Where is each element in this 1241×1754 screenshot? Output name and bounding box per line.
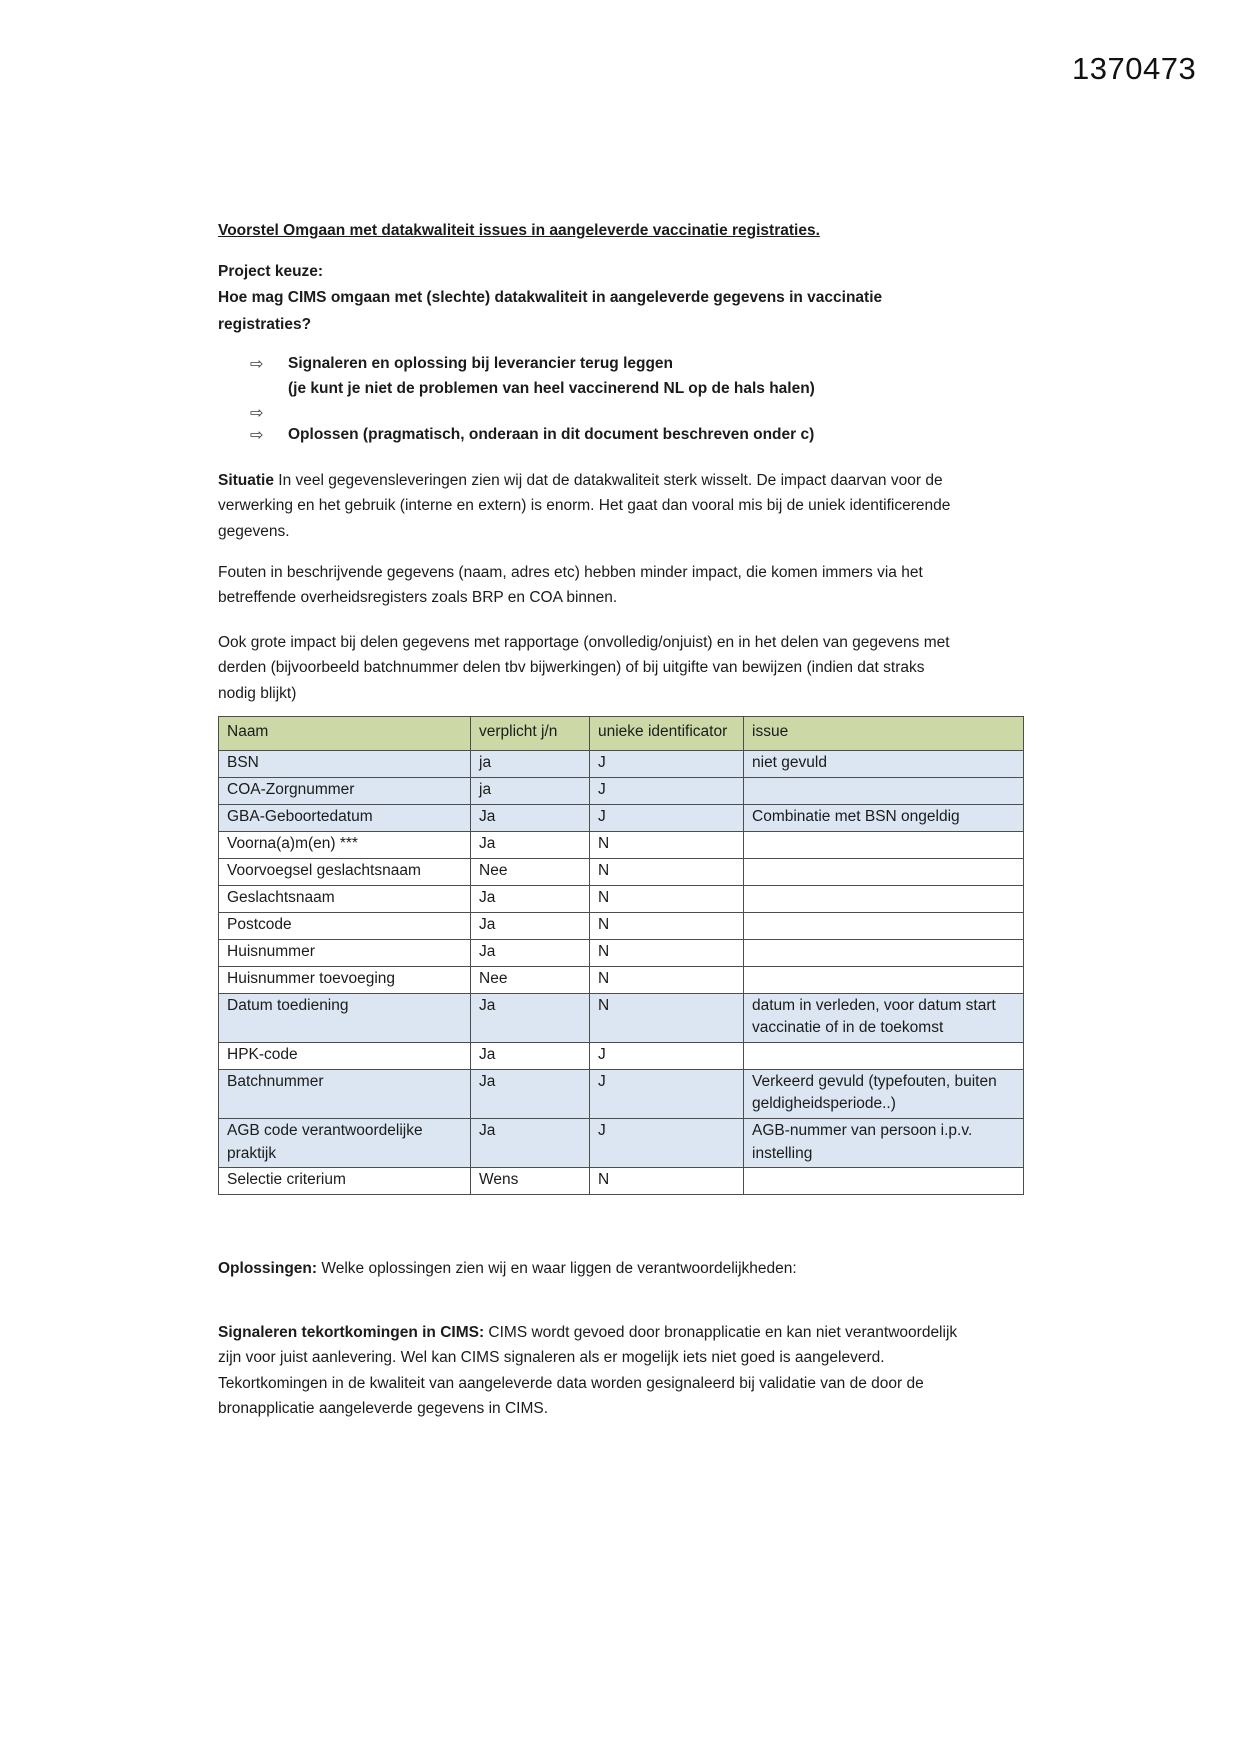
paragraph-situatie [218,468,966,544]
table-cell: Ja [471,993,590,1042]
arrow-right-icon: ⇨ [250,354,264,373]
table-cell: Huisnummer [219,939,471,966]
doc-number: 1370473 [1072,51,1197,86]
table-cell: Ja [471,1118,590,1167]
paragraph-body: CIMS wordt gevoed door bronapplicatie en kan niet verantwoordelijk zijn voor juist aanlevering. Wel kan CIMS signaleren als er mogelijk iets niet goed is aangeleverd. Tekortkomingen in de kwaliteit van aangeleverde data worden gesignaleerd bij validatie van de door de bronapplicatie aangeleverde gegevens in CIMS. [218,1324,958,1417]
table-cell: J [590,1042,744,1069]
table-cell [744,1168,1024,1195]
table-cell [744,966,1024,993]
table-cell: Huisnummer toevoeging [219,966,471,993]
project-question: Hoe mag CIMS omgaan met (slechte) datakwaliteit in aangeleverde gegevens in vaccinatie registraties? [218,289,883,333]
table-cell: Wens [471,1168,590,1195]
table-row [219,939,1024,966]
paragraph-oplossingen [218,1256,966,1281]
table-cell: Voorna(a)m(en) *** [219,831,471,858]
table-cell: AGB-nummer van persoon i.p.v. instelling [744,1118,1024,1167]
table-cell [744,939,1024,966]
paragraph-lead: Situatie [218,472,274,489]
document-title: Voorstel Omgaan met datakwaliteit issues in aangeleverde vaccinatie registraties. [218,222,820,239]
bullet-text: Oplossen (pragmatisch, onderaan in dit document beschreven onder c) [288,426,815,444]
table-cell: J [590,777,744,804]
bullet-line: (je kunt je niet de problemen van heel vaccinerend NL op de hals halen) [288,379,815,397]
data-quality-table [218,716,1024,1195]
table-cell: Voorvoegsel geslachtsnaam [219,858,471,885]
list-item [218,352,978,401]
bullet-text [288,352,815,401]
table-cell: Geslachtsnaam [219,885,471,912]
table-cell [744,885,1024,912]
paragraph-lead: Signaleren tekortkomingen in CIMS: [218,1324,485,1341]
table-header-naam: Naam [219,717,471,751]
table-cell: Ja [471,885,590,912]
table-row [219,858,1024,885]
table-cell: Ja [471,939,590,966]
table-cell: Ja [471,1069,590,1118]
table-cell: niet gevuld [744,750,1024,777]
table-cell: J [590,1069,744,1118]
table-cell: N [590,885,744,912]
table-cell: N [590,831,744,858]
table-cell: N [590,858,744,885]
table-cell: HPK-code [219,1042,471,1069]
table-cell: datum in verleden, voor datum start vaccinatie of in de toekomst [744,993,1024,1042]
table-row [219,993,1024,1042]
table-cell [744,1042,1024,1069]
paragraph-fouten: Fouten in beschrijvende gegevens (naam, adres etc) hebben minder impact, die komen immers via het betreffende overheidsregisters zoals BRP en COA binnen. [218,564,923,607]
table-cell: Combinatie met BSN ongeldig [744,804,1024,831]
table-cell: Ja [471,804,590,831]
list-item [218,423,978,448]
table-cell: N [590,912,744,939]
table-header-row [219,717,1024,751]
table-cell: Verkeerd gevuld (typefouten, buiten geldigheidsperiode..) [744,1069,1024,1118]
table-row [219,1118,1024,1167]
table-cell: GBA-Geboortedatum [219,804,471,831]
table-header-unieke-identificator: unieke identificator [590,717,744,751]
table-cell: Datum toediening [219,993,471,1042]
table-cell: Batchnummer [219,1069,471,1118]
table-cell: N [590,1168,744,1195]
table-cell: Ja [471,1042,590,1069]
table-cell [744,858,1024,885]
table-cell: Nee [471,858,590,885]
data-table-body [219,750,1024,1195]
bullet-list [218,352,978,448]
table-cell: Nee [471,966,590,993]
table-header-issue: issue [744,717,1024,751]
table-cell: Ja [471,912,590,939]
table-cell: Ja [471,831,590,858]
table-cell [744,831,1024,858]
bullet-line: Signaleren en oplossing bij leverancier terug leggen [288,355,674,372]
table-header-verplicht: verplicht j/n [471,717,590,751]
table-cell: J [590,750,744,777]
table-cell: ja [471,777,590,804]
table-row [219,966,1024,993]
table-cell: Selectie criterium [219,1168,471,1195]
table-cell: N [590,966,744,993]
table-cell: BSN [219,750,471,777]
list-item [218,401,978,423]
table-row [219,750,1024,777]
table-cell: J [590,804,744,831]
project-keuze-section [218,259,966,338]
table-cell: COA-Zorgnummer [219,777,471,804]
data-quality-table-wrap [218,716,1023,1195]
table-row [219,1069,1024,1118]
table-cell: Postcode [219,912,471,939]
table-row [219,1168,1024,1195]
paragraph-ook-grote-impact: Ook grote impact bij delen gegevens met rapportage (onvolledig/onjuist) en in het delen van gegevens met derden (bijvoorbeeld batchnummer delen tbv bijwerkingen) of bij uitgifte van bewijzen (indien dat straks nodig blijkt) [218,634,950,702]
paragraph-body: Welke oplossingen zien wij en waar liggen de verantwoordelijkheden: [317,1260,797,1277]
table-row [219,804,1024,831]
table-cell: N [590,993,744,1042]
arrow-right-icon: ⇨ [250,425,264,445]
table-cell: AGB code verantwoordelijke praktijk [219,1118,471,1167]
table-cell: J [590,1118,744,1167]
project-keuze-label: Project keuze: [218,263,324,280]
table-row [219,777,1024,804]
table-cell [744,912,1024,939]
table-row [219,1042,1024,1069]
paragraph-signaleren [218,1320,966,1421]
table-cell: N [590,939,744,966]
arrow-right-icon: ⇨ [250,403,264,423]
table-cell [744,777,1024,804]
paragraph-body: In veel gegevensleveringen zien wij dat de datakwaliteit sterk wisselt. De impact daarvan voor de verwerking en het gebruik (interne en extern) is enorm. Het gaat dan vooral mis bij de uniek identificerende gegevens. [218,472,951,540]
table-row [219,912,1024,939]
table-row [219,885,1024,912]
table-row [219,831,1024,858]
paragraph-lead: Oplossingen: [218,1260,318,1277]
table-cell: ja [471,750,590,777]
